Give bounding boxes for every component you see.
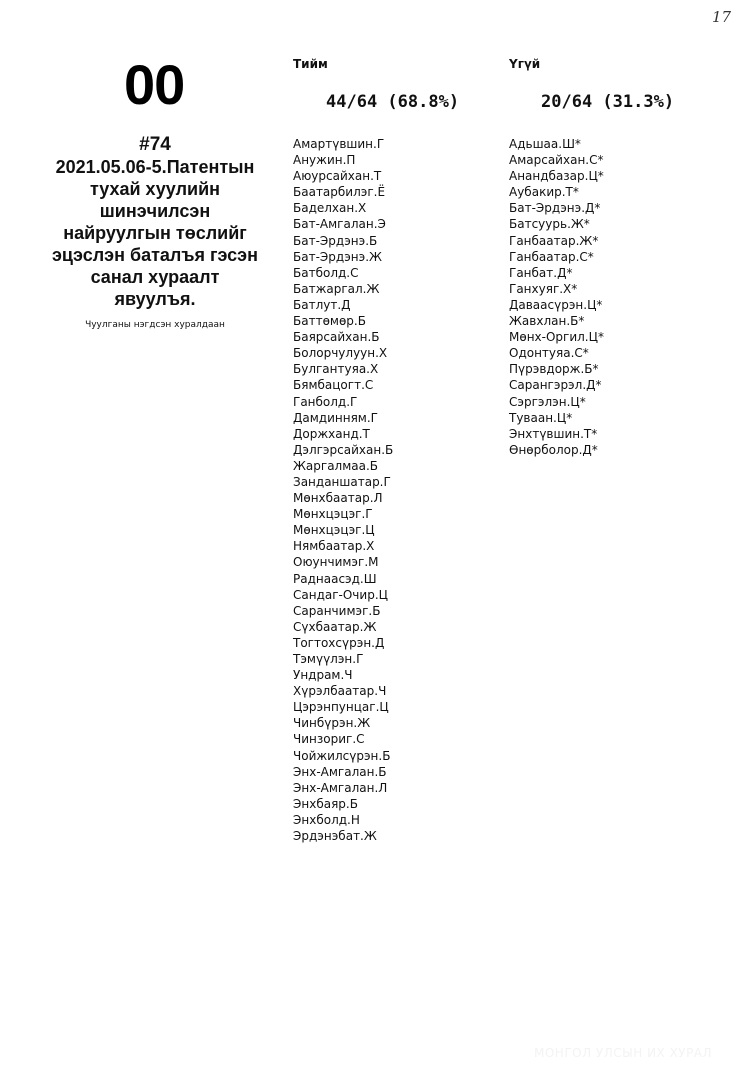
- no-voter-list: [509, 136, 604, 458]
- yes-voter-name: Мөнхцэцэг.Г: [293, 507, 373, 522]
- no-voter-name: Өнөрболор.Д*: [509, 442, 598, 457]
- yes-voter-name: Батжаргал.Ж: [293, 281, 380, 296]
- no-voter-name: Аубакир.Т*: [509, 185, 579, 200]
- session-name: Чуулганы нэгдсэн хуралдаан: [85, 320, 225, 330]
- no-voter-name: Адьшаа.Ш*: [509, 137, 581, 151]
- motion-text-line: найруулгын төслийг: [63, 223, 247, 243]
- no-voter-name: Анандбазар.Ц*: [509, 169, 604, 184]
- yes-voter-list: [293, 136, 393, 844]
- yes-voter-name: Чинзориг.С: [293, 732, 365, 747]
- yes-voter-name: Баярсайхан.Б: [293, 330, 380, 345]
- yes-voter-name: Мөнхбаатар.Л: [293, 491, 383, 506]
- no-voter-name: Ганбат.Д*: [509, 265, 573, 280]
- no-voter-name: Бат-Эрдэнэ.Д*: [509, 201, 601, 216]
- yes-voter-name: Нямбаатар.Х: [293, 539, 375, 554]
- yes-voter-name: Бат-Эрдэнэ.Ж: [293, 249, 382, 264]
- yes-voter-name: Баделхан.Х: [293, 201, 367, 216]
- watermark: МОНГОЛ УЛСЫН ИХ ХУРАЛ: [534, 1046, 713, 1060]
- yes-voter-name: Тогтохсүрэн.Д: [293, 635, 385, 650]
- vote-code: 00: [124, 53, 185, 116]
- yes-voter-name: Энхбаяр.Б: [293, 796, 358, 811]
- yes-voter-name: Аюурсайхан.Т: [293, 169, 382, 184]
- yes-voter-name: Доржханд.Т: [293, 426, 370, 441]
- no-voter-name: Одонтуяа.С*: [509, 346, 589, 361]
- yes-column-title: Тийм: [293, 57, 328, 71]
- page-number: 17: [712, 8, 732, 26]
- yes-voter-name: Сандаг-Очир.Ц: [293, 587, 388, 602]
- motion-text-line: санал хураалт явуулъя.: [90, 267, 220, 309]
- no-voter-name: Мөнх-Оргил.Ц*: [509, 330, 604, 345]
- motion-number: #74: [139, 134, 171, 155]
- no-voter-name: Ганхуяг.Х*: [509, 281, 578, 296]
- yes-voter-name: Анужин.П: [293, 153, 356, 168]
- motion-text-line: эцэслэн баталъя гэсэн: [51, 245, 258, 265]
- yes-voter-name: Ганболд.Г: [293, 394, 358, 409]
- no-voter-name: Даваасүрэн.Ц*: [509, 297, 603, 312]
- yes-voter-name: Бат-Амгалан.Э: [293, 217, 386, 232]
- yes-voter-name: Тэмүүлэн.Г: [293, 652, 364, 666]
- no-voter-name: Туваан.Ц*: [509, 410, 573, 425]
- yes-voter-name: Бямбацогт.С: [293, 378, 374, 393]
- no-voter-name: Энхтүвшин.Т*: [509, 426, 598, 441]
- yes-voter-name: Баттөмөр.Б: [293, 314, 366, 329]
- yes-voter-name: Чинбүрэн.Ж: [293, 716, 371, 731]
- yes-voter-name: Энх-Амгалан.Б: [293, 764, 387, 779]
- yes-voter-name: Жаргалмаа.Б: [293, 458, 379, 473]
- no-voter-name: Батсуурь.Ж*: [509, 217, 590, 232]
- yes-voter-name: Батболд.С: [293, 265, 359, 280]
- yes-voter-name: Чойжилсүрэн.Б: [293, 748, 391, 763]
- yes-voter-name: Энхболд.Н: [293, 812, 360, 827]
- motion-text: [48, 156, 262, 310]
- yes-voter-name: Цэрэнпунцаг.Ц: [293, 700, 389, 715]
- yes-voter-name: Булгантуяа.Х: [293, 362, 379, 377]
- yes-voter-name: Занданшатар.Г: [293, 474, 391, 489]
- yes-voter-name: Дамдинням.Г: [293, 410, 378, 425]
- yes-voter-name: Батлут.Д: [293, 297, 351, 312]
- no-voter-name: Ганбаатар.Ж*: [509, 233, 599, 248]
- no-voter-name: Сэргэлэн.Ц*: [509, 394, 586, 409]
- yes-voter-name: Болорчулуун.Х: [293, 346, 388, 361]
- yes-voter-name: Бат-Эрдэнэ.Б: [293, 233, 378, 248]
- no-count: 20/64 (31.3%): [541, 92, 675, 112]
- no-column-title: Үгүй: [509, 57, 541, 71]
- yes-voter-name: Оюунчимэг.М: [293, 555, 379, 570]
- yes-voter-name: Энх-Амгалан.Л: [293, 780, 388, 795]
- yes-voter-name: Мөнхцэцэг.Ц: [293, 523, 375, 538]
- yes-voter-name: Баатарбилэг.Ё: [293, 185, 386, 200]
- yes-voter-name: Хүрэлбаатар.Ч: [293, 684, 387, 699]
- yes-count: 44/64 (68.8%): [326, 92, 460, 112]
- yes-voter-name: Раднаасэд.Ш: [293, 571, 377, 586]
- no-voter-name: Сарангэрэл.Д*: [509, 378, 602, 393]
- yes-voter-name: Дэлгэрсайхан.Б: [293, 442, 394, 457]
- no-voter-name: Пүрэвдорж.Б*: [509, 362, 599, 377]
- yes-voter-name: Саранчимэг.Б: [293, 603, 381, 618]
- no-voter-name: Жавхлан.Б*: [509, 314, 585, 329]
- no-voter-name: Амарсайхан.С*: [509, 153, 604, 168]
- yes-voter-name: Сүхбаатар.Ж: [293, 619, 377, 634]
- yes-voter-name: Ундрам.Ч: [293, 668, 353, 683]
- yes-voter-name: Эрдэнэбат.Ж: [293, 829, 377, 844]
- yes-voter-name: Амартүвшин.Г: [293, 137, 385, 151]
- no-voter-name: Ганбаатар.С*: [509, 249, 594, 264]
- motion-text-line: тухай хуулийн шинэчилсэн: [89, 179, 221, 221]
- motion-block: [48, 134, 262, 330]
- motion-text-line: 2021.05.06-5.Патентын: [55, 157, 255, 177]
